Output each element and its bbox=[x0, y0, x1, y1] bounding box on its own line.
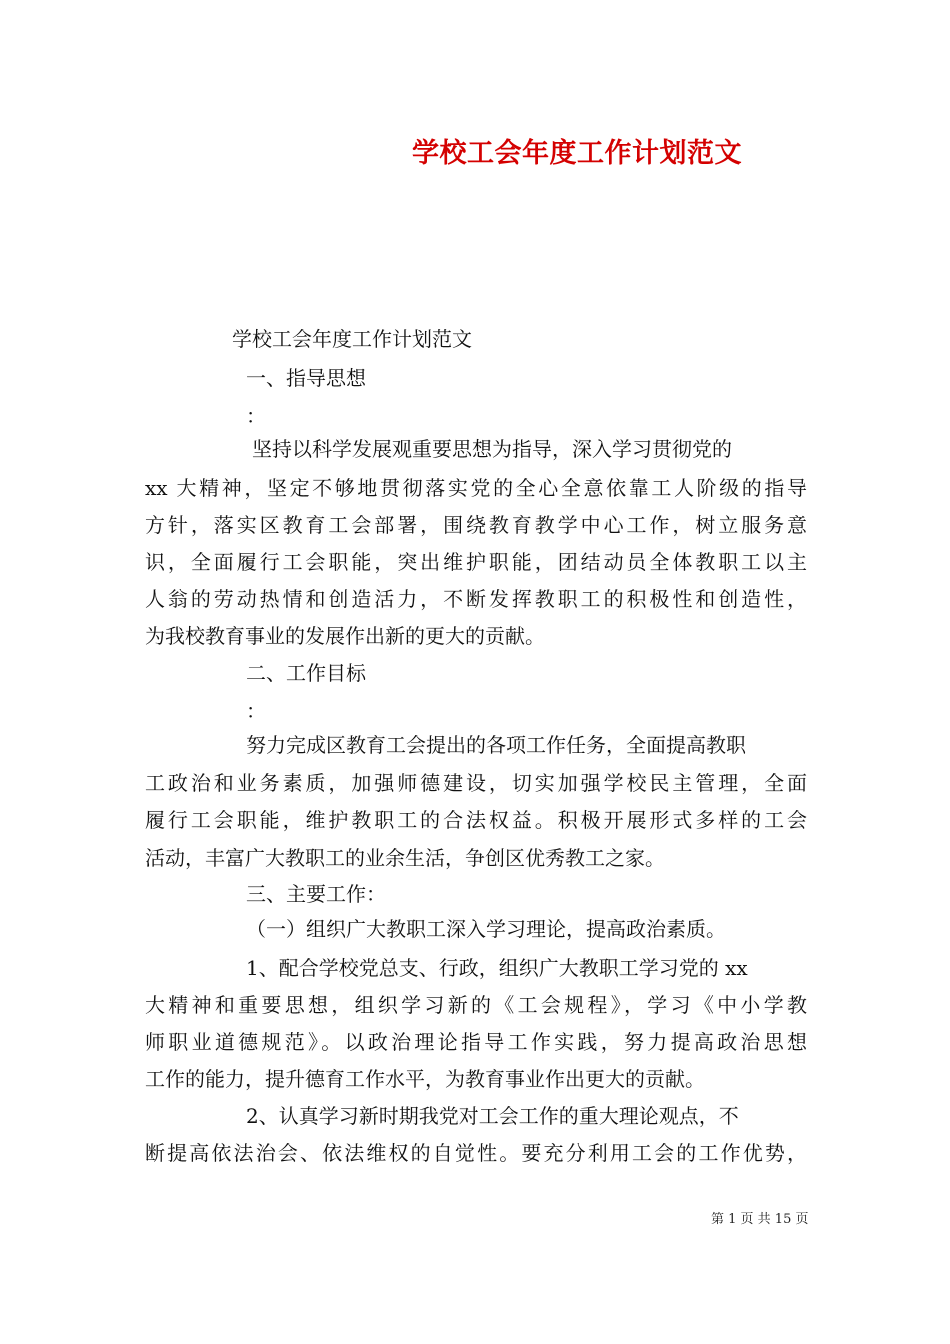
section-2-heading: 二、工作目标 bbox=[246, 661, 366, 685]
section-1-para-line: 为我校教育事业的发展作出新的更大的贡献。 bbox=[145, 624, 545, 648]
item-2-para-line: 2、认真学习新时期我党对工会工作的重大理论观点，不 bbox=[246, 1104, 739, 1128]
section-2-para-line: 活动，丰富广大教职工的业余生活，争创区优秀教工之家。 bbox=[145, 846, 665, 870]
section-1-heading: 一、指导思想 bbox=[246, 366, 366, 390]
section-2-colon: ： bbox=[246, 699, 266, 723]
page-number: 第 1 页 共 15 页 bbox=[711, 1212, 809, 1227]
section-1-para-line: 人翁的劳动热情和创造活力，不断发挥教职工的积极性和创造性， bbox=[145, 587, 807, 611]
document-title: 学校工会年度工作计划范文 bbox=[232, 327, 472, 351]
item-2-para-line: 断提高依法治会、依法维权的自觉性。要充分利用工会的工作优势， bbox=[145, 1141, 807, 1165]
section-1-para-line: xx 大精神，坚定不够地贯彻落实党的全心全意依靠工人阶级的指导 bbox=[145, 476, 807, 500]
section-1-para-line: 方针，落实区教育工会部署，围绕教育教学中心工作，树立服务意 bbox=[145, 513, 807, 537]
section-1-colon: ： bbox=[246, 404, 266, 428]
item-1-para-line: 师职业道德规范》。以政治理论指导工作实践，努力提高政治思想 bbox=[145, 1030, 807, 1054]
item-1-para-line: 大精神和重要思想，组织学习新的《工会规程》，学习《中小学教 bbox=[145, 993, 807, 1017]
section-1-para-line: 坚持以科学发展观重要思想为指导，深入学习贯彻党的 bbox=[252, 437, 732, 461]
section-1-para-line: 识，全面履行工会职能，突出维护职能，团结动员全体教职工以主 bbox=[145, 550, 807, 574]
document-header-title: 学校工会年度工作计划范文 bbox=[412, 138, 742, 169]
item-1-para-line: 工作的能力，提升德育工作水平，为教育事业作出更大的贡献。 bbox=[145, 1067, 705, 1091]
subsection-1-heading: （一）组织广大教职工深入学习理论，提高政治素质。 bbox=[246, 917, 726, 941]
section-2-para-line: 工政治和业务素质，加强师德建设，切实加强学校民主管理，全面 bbox=[145, 771, 807, 795]
section-2-para-line: 努力完成区教育工会提出的各项工作任务，全面提高教职 bbox=[246, 733, 746, 757]
item-1-para-line: 1、配合学校党总支、行政，组织广大教职工学习党的 xx bbox=[246, 956, 748, 980]
section-3-heading: 三、主要工作： bbox=[246, 882, 386, 906]
section-2-para-line: 履行工会职能，维护教职工的合法权益。积极开展形式多样的工会 bbox=[145, 808, 807, 832]
